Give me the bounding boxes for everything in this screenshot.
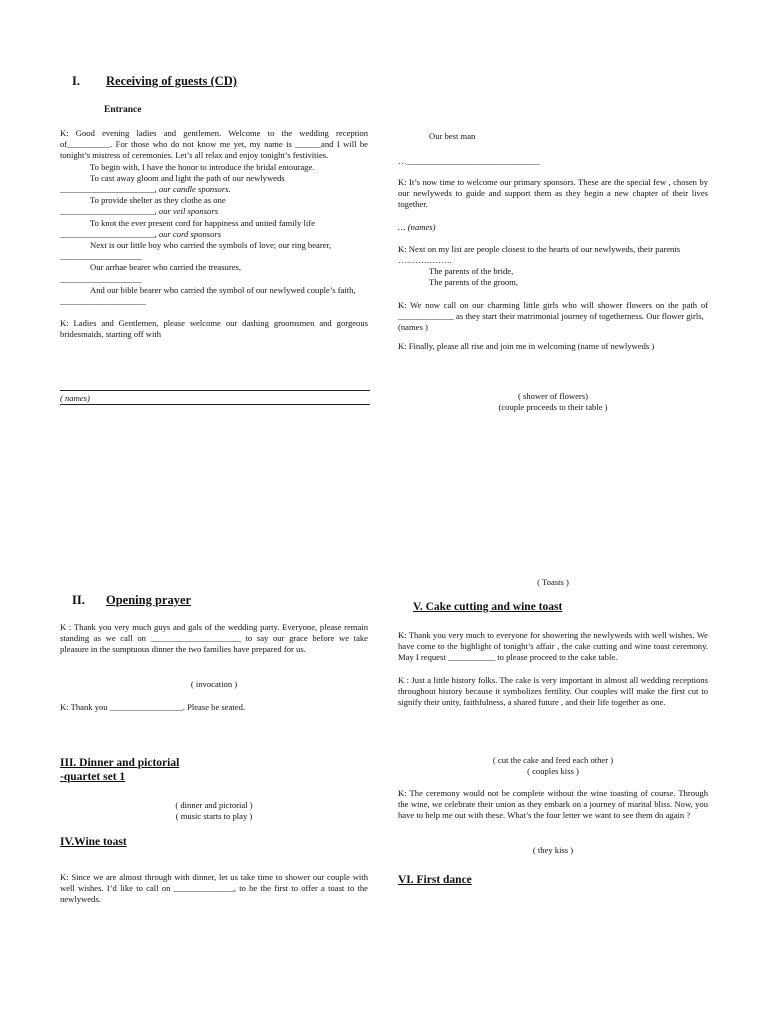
prayer-paragraph: K : Thank you very much guys and gals of the wedding party. Everyone, please remain standing as we call on _____________________ to say our grace before we take pleasure in the sumptuous dinner the two families have prepared for us. xyxy=(60,622,368,655)
cord-sponsors-line xyxy=(60,229,368,240)
cake-notes xyxy=(398,755,708,777)
cut-cake-note: ( cut the cake and feed each other ) xyxy=(492,755,614,765)
toasts-note: ( Toasts ) xyxy=(537,577,569,587)
flower-girls-paragraph: K: We now call on our charming little girls who will shower flowers on the path of _____________ as they start their matrimonial journey of togetherness. Our flower girls, xyxy=(398,299,708,321)
dots-line: ………………. xyxy=(398,255,452,266)
arrhae-line: Our arrhae bearer who carried the treasures, xyxy=(90,262,242,273)
receiving-block xyxy=(60,128,368,341)
veil-sponsors-line xyxy=(60,206,368,217)
section-heading-first-dance: VI. First dance xyxy=(398,874,472,886)
candle-sponsors-label: our candle sponsors. xyxy=(156,184,231,195)
ring-bearer-blank: ___________________ xyxy=(60,251,142,262)
bible-bearer-line: And our bible bearer who carried the symbol of our newlywed couple’s faith, xyxy=(90,284,356,295)
section-number: I. xyxy=(72,74,80,88)
couple-proceeds-note: (couple proceeds to their table ) xyxy=(498,402,608,413)
thank-you-line: K: Thank you _________________. Please be seated. xyxy=(60,702,246,712)
parents-groom: The parents of the groom, xyxy=(429,277,519,288)
blank: ______________________, xyxy=(60,184,157,195)
names-rule-top xyxy=(60,390,370,391)
veil-sponsors-label: our veil sponsors xyxy=(156,206,219,217)
dinner-note: ( dinner and pictorial ) xyxy=(175,800,253,810)
groomsmen-paragraph: K: Ladies and Gentlemen, please welcome our dashing groomsmen and gorgeous bridesmaids, starting off with xyxy=(60,318,368,340)
primary-sponsors-paragraph: K: It’s now time to welcome our primary sponsors. These are the special few , chosen by our newlyweds to guide and support them as they begin a new chapter of their lives together. xyxy=(398,177,708,210)
wine-toast-block xyxy=(60,872,368,906)
best-man-blank: …_______________________________ xyxy=(398,156,540,166)
cord-line: To knot the ever present cord for happiness and united family life xyxy=(90,217,315,228)
ring-bearer-line: Next is our little boy who carried the symbols of love; our ring bearer, xyxy=(90,240,332,251)
section-heading-wine-toast: IV.Wine toast xyxy=(60,836,127,848)
finally-paragraph: K: Finally, please all rise and join me in welcoming (name of newlyweds ) xyxy=(398,341,655,352)
best-man-label: Our best man xyxy=(429,131,476,141)
bible-bearer-blank: ____________________ xyxy=(60,296,146,307)
history-paragraph: K : Just a little history folks. The cake is very important in almost all wedding receptions throughout history because it symbolizes fertility. Our couples will make the first cut to signify their unity, faithfulness, a shared future , and their life together as one. xyxy=(398,674,708,708)
parents-paragraph: K: Next on my list are people closest to the hearts of our newlyweds, their parents xyxy=(398,243,681,254)
entourage-intro: To begin with, I have the honor to introduce the bridal entourage. xyxy=(90,161,315,172)
section-heading-receiving xyxy=(72,74,237,89)
shower-note: ( shower of flowers) xyxy=(518,391,588,401)
music-note: ( music starts to play ) xyxy=(175,811,253,822)
section-heading-dinner xyxy=(60,756,179,784)
ceremony-block xyxy=(398,788,708,822)
parents-bride: The parents of the bride, xyxy=(429,266,514,277)
section-title: Opening prayer xyxy=(106,593,192,607)
quartet-title: -quartet set 1 xyxy=(60,771,126,783)
cake-block xyxy=(398,630,708,708)
shower-notes xyxy=(398,391,708,413)
names-rule-bottom xyxy=(60,404,370,405)
veil-line: To provide shelter as they clothe as one xyxy=(90,195,226,206)
names-label: (names ) xyxy=(398,322,428,333)
ceremony-paragraph: K: The ceremony would not be complete without the wine toasting of course. Through the wine, we celebrate their union as they embark on a journey of marital bliss. Now, you have to help me out with these. What’s the four letter we want to see them do again ? xyxy=(398,788,708,821)
sponsors-block xyxy=(398,177,708,352)
entrance-heading: Entrance xyxy=(104,105,142,115)
invocation-note: ( invocation ) xyxy=(190,679,238,689)
dinner-notes xyxy=(60,800,368,822)
wine-toast-paragraph: K: Since we are almost through with dinner, let us take time to shower our couple with well wishes. I’d like to call on ______________, to be the first to offer a toast to the newlyweds. xyxy=(60,872,368,905)
host-intro-paragraph: K: Good evening ladies and gentlemen. Welcome to the wedding reception of__________. For those who do not know me yet, my name is ______and I will be tonight’s mistress of ceremonies. Let’s all relax and enjoy tonight’s festivities. xyxy=(60,128,368,161)
section-title: Receiving of guests (CD) xyxy=(106,74,237,88)
blank: ______________________, xyxy=(60,206,157,217)
cake-paragraph: K: Thank you very much to everyone for showering the newlyweds with well wishes. We have come to the highlight of tonight’s affair , the cake cutting and wine toast ceremony. May I request ___________ to please proceed to the cake table. xyxy=(398,630,708,663)
dinner-title: III. Dinner and pictorial xyxy=(60,757,180,769)
couples-kiss-note: ( couples kiss ) xyxy=(527,766,579,777)
blank: ______________________, xyxy=(60,228,157,239)
names-label: ( names) xyxy=(60,393,90,403)
prayer-block xyxy=(60,622,368,656)
candle-line: To cast away gloom and light the path of our newlyweds xyxy=(90,172,285,183)
names-label: … (names) xyxy=(398,221,436,232)
cord-sponsors-label: our cord sponsors xyxy=(156,228,222,239)
section-heading-cake: V. Cake cutting and wine toast xyxy=(413,601,563,613)
section-number: II. xyxy=(72,593,85,607)
section-heading-prayer xyxy=(72,593,191,608)
they-kiss-note: ( they kiss ) xyxy=(532,845,574,855)
candle-sponsors-line xyxy=(60,184,368,195)
arrhae-blank: ___________________ xyxy=(60,273,142,284)
